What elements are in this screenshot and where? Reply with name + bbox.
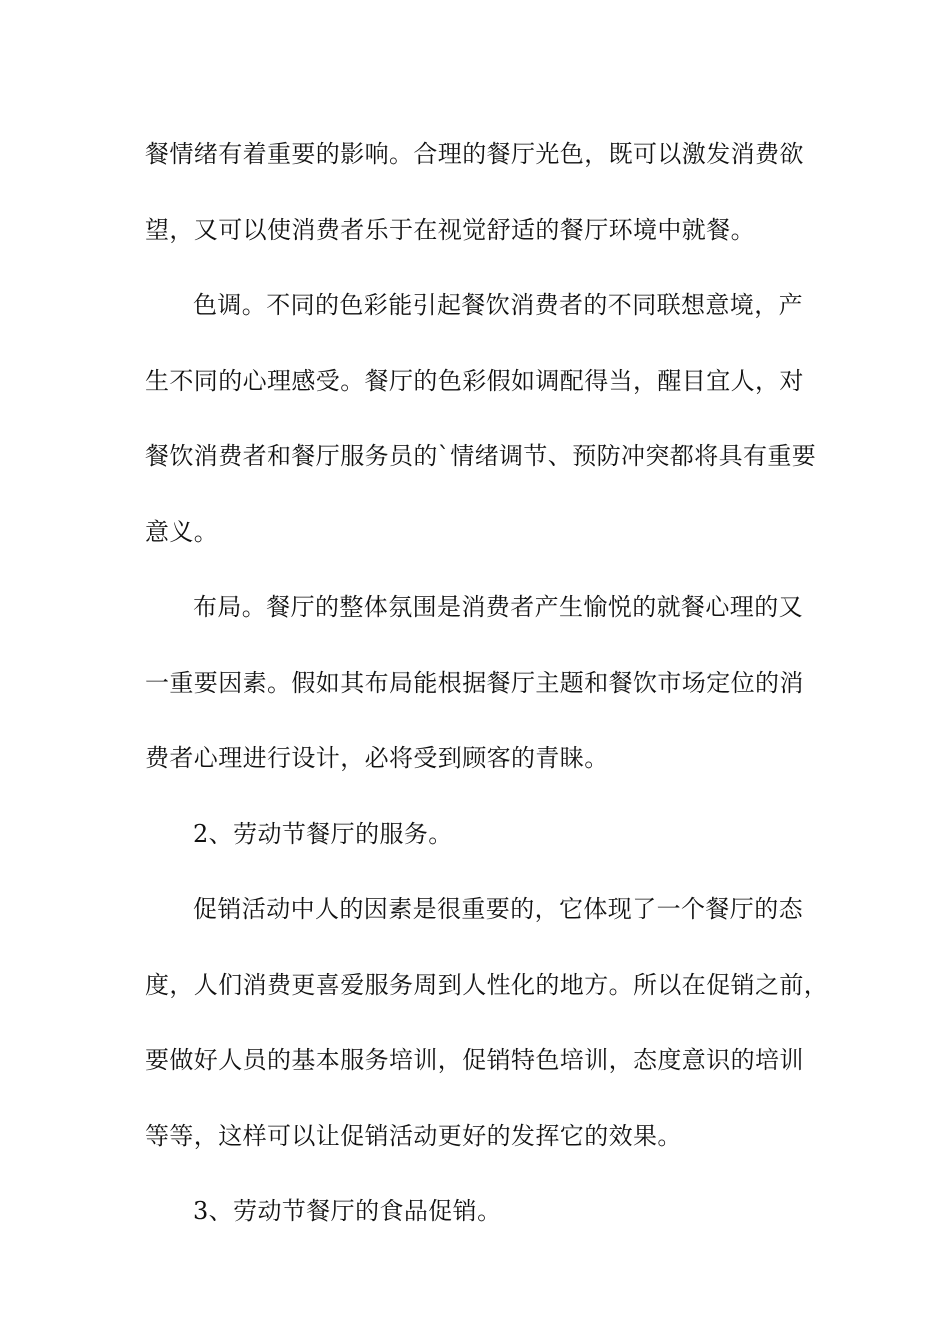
text-line: 意义。 xyxy=(145,517,219,546)
section-heading: 2、劳动节餐厅的服务。 xyxy=(193,819,453,848)
text-line: 望，又可以使消费者乐于在视觉舒适的餐厅环境中就餐。 xyxy=(145,215,755,244)
section-heading: 3、劳动节餐厅的食品促销。 xyxy=(193,1197,502,1225)
text-line: 餐情绪有着重要的影响。合理的餐厅光色，既可以激发消费欲 xyxy=(145,140,804,168)
paragraph-start-line: 布局。餐厅的整体氛围是消费者产生愉悦的就餐心理的又 xyxy=(193,593,803,621)
paragraph-start-line: 色调。不同的色彩能引起餐饮消费者的不同联想意境，产 xyxy=(193,291,803,319)
body-text xyxy=(145,130,829,1263)
text-line: 等等，这样可以让促销活动更好的发挥它的效果。 xyxy=(145,1121,682,1150)
text-line: 生不同的心理感受。餐厅的色彩假如调配得当，醒目宜人，对 xyxy=(145,366,804,395)
paragraph-start-line: 促销活动中人的因素是很重要的，它体现了一个餐厅的态 xyxy=(193,895,803,923)
text-line: 一重要因素。假如其布局能根据餐厅主题和餐饮市场定位的消 xyxy=(145,668,804,697)
text-line: 费者心理进行设计，必将受到顾客的青睐。 xyxy=(145,744,609,772)
text-line: 餐饮消费者和餐厅服务员的`情绪调节、预防冲突都将具有重要 xyxy=(145,442,817,470)
text-line: 度，人们消费更喜爱服务周到人性化的地方。所以在促销之前， xyxy=(145,970,829,999)
text-line: 要做好人员的基本服务培训，促销特色培训，态度意识的培训 xyxy=(145,1046,804,1074)
